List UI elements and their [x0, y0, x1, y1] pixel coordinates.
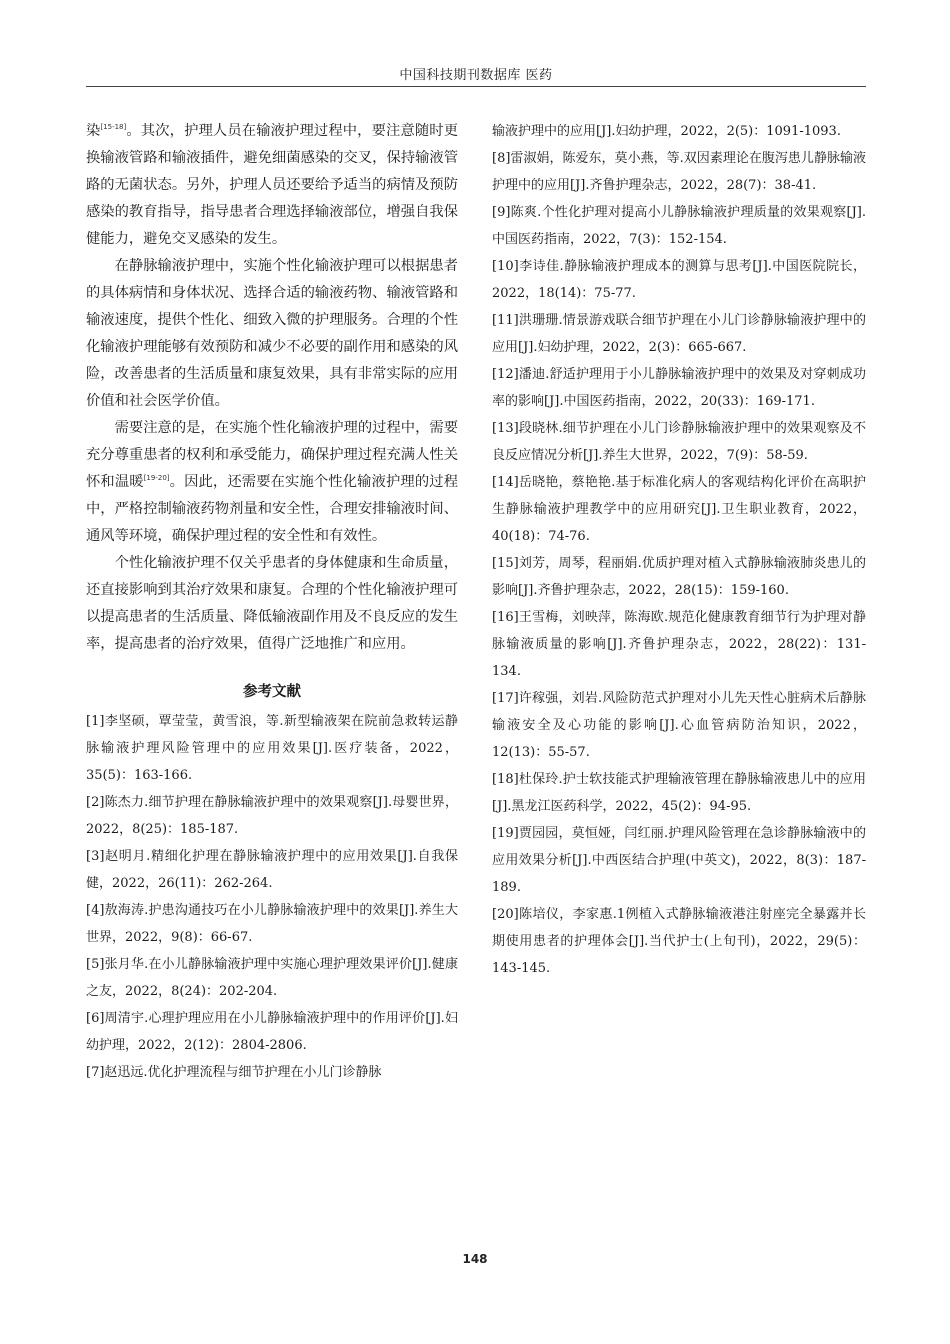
citation-superscript: [19-20]: [143, 474, 170, 482]
paragraph-text: 。因此，还需要在实施个性化输液护理的过程中，严格控制输液药物剂量和安全性，合理安排输液时间、通风等环境，确保护理过程的安全性和有效性。: [86, 474, 459, 544]
reference-item: 输液护理中的应用[J].妇幼护理，2022，2(5)：1091-1093.: [492, 124, 841, 139]
paragraph-text: 染: [86, 123, 101, 139]
citation-superscript: [15-18]: [100, 123, 127, 131]
header-rule: [86, 86, 866, 87]
reference-item: [1]李坚硕，覃莹莹，黄雪浪，等.新型输液架在院前急救转运静脉输液护理风险管理中的应用效果[J].医疗装备，2022，35(5)：163-166.: [86, 714, 458, 783]
reference-item: [3]赵明月.精细化护理在静脉输液护理中的应用效果[J].自我保健，2022，26(11)：262-264.: [86, 849, 458, 891]
page-number: 148: [462, 1252, 488, 1266]
reference-item: [2]陈杰力.细节护理在静脉输液护理中的效果观察[J].母婴世界，2022，8(25)：185-187.: [86, 795, 458, 837]
right-column: [492, 118, 866, 982]
reference-item: [14]岳晓艳，蔡艳艳.基于标准化病人的客观结构化评价在高职护生静脉输液护理教学中的应用研究[J].卫生职业教育，2022，40(18)：74-76.: [492, 475, 866, 544]
reference-item: [10]李诗佳.静脉输液护理成本的测算与思考[J].中国医院院长，2022，18(14)：75-77.: [492, 259, 866, 301]
reference-item: [11]洪珊珊.情景游戏联合细节护理在小儿门诊静脉输液护理中的应用[J].妇幼护理，2022，2(3)：665-667.: [492, 313, 866, 355]
reference-item: [9]陈爽.个性化护理对提高小儿静脉输液护理质量的效果观察[J].中国医药指南，2022，7(3)：152-154.: [492, 205, 866, 247]
paragraph-text: 需要注意的是，在实施个性化输液护理的过程中，需要充分尊重患者的权利和承受能力，确保护理过程充满人性关怀和温暖: [86, 420, 458, 490]
body-paragraph-1: [86, 118, 458, 253]
left-column: [86, 118, 458, 1086]
reference-item: [17]许稼强，刘岩.风险防范式护理对小儿先天性心脏病术后静脉输液安全及心功能的影响[J].心血管病防治知识，2022，12(13)：55-57.: [492, 691, 866, 760]
reference-item: [16]王雪梅，刘映萍，陈海欧.规范化健康教育细节行为护理对静脉输液质量的影响[J].齐鲁护理杂志，2022，28(22)：131-134.: [492, 610, 866, 679]
reference-item: [20]陈培仪，李家惠.1例植入式静脉输液港注射座完全暴露并长期使用患者的护理体会[J].当代护士(上旬刊)，2022，29(5)：143-145.: [492, 907, 866, 976]
reference-item: [18]杜保玲.护士软技能式护理输液管理在静脉输液患儿中的应用[J].黑龙江医药科学，2022，45(2)：94-95.: [492, 772, 866, 814]
reference-item: [8]雷淑娟，陈爱东，莫小燕，等.双因素理论在腹泻患儿静脉输液护理中的应用[J].齐鲁护理杂志，2022，28(7)：38-41.: [492, 151, 866, 193]
references-heading: 参考文献: [243, 684, 301, 700]
reference-item: [6]周清宇.心理护理应用在小儿静脉输液护理中的作用评价[J].妇幼护理，2022，2(12)：2804-2806.: [86, 1011, 458, 1053]
paragraph-text: 。其次，护理人员在输液护理过程中，要注意随时更换输液管路和输液插件，避免细菌感染的交叉，保持输液管路的无菌状态。另外，护理人员还要给予适当的病情及预防感染的教育指导，指导患者合理选择输液部位，增强自我保健能力，避免交叉感染的发生。: [86, 123, 459, 247]
reference-item: [13]段晓林.细节护理在小儿门诊静脉输液护理中的效果观察及不良反应情况分析[J].养生大世界，2022，7(9)：58-59.: [492, 421, 866, 463]
reference-item: [4]敖海涛.护患沟通技巧在小儿静脉输液护理中的效果[J].养生大世界，2022，9(8)：66-67.: [86, 903, 458, 945]
reference-item: [5]张月华.在小儿静脉输液护理中实施心理护理效果评价[J].健康之友，2022，8(24)：202-204.: [86, 957, 458, 999]
body-paragraph-4: 个性化输液护理不仅关乎患者的身体健康和生命质量，还直接影响到其治疗效果和康复。合理的个性化输液护理可以提高患者的生活质量、降低输液副作用及不良反应的发生率，提高患者的治疗效果，值得广泛地推广和应用。: [86, 555, 458, 652]
body-paragraph-3: [86, 415, 458, 550]
body-paragraph-2: 在静脉输液护理中，实施个性化输液护理可以根据患者的具体病情和身体状况、选择合适的输液药物、输液管路和输液速度，提供个性化、细致入微的护理服务。合理的个性化输液护理能够有效预防和减少不必要的副作用和感染的风险，改善患者的生活质量和康复效果，具有非常实际的应用价值和社会医学价值。: [86, 258, 458, 409]
running-header: 中国科技期刊数据库 医药: [399, 68, 553, 83]
reference-item: [15]刘芳，周琴，程丽娟.优质护理对植入式静脉输液肺炎患儿的影响[J].齐鲁护理杂志，2022，28(15)：159-160.: [492, 556, 866, 598]
reference-item: [7]赵迅远.优化护理流程与细节护理在小儿门诊静脉: [86, 1065, 382, 1080]
reference-item: [19]贾园园，莫恒娅，闫红丽.护理风险管理在急诊静脉输液中的应用效果分析[J].中西医结合护理(中英文)，2022，8(3)：187-189.: [492, 826, 866, 895]
reference-item: [12]潘迪.舒适护理用于小儿静脉输液护理中的效果及对穿刺成功率的影响[J].中国医药指南，2022，20(33)：169-171.: [492, 367, 866, 409]
